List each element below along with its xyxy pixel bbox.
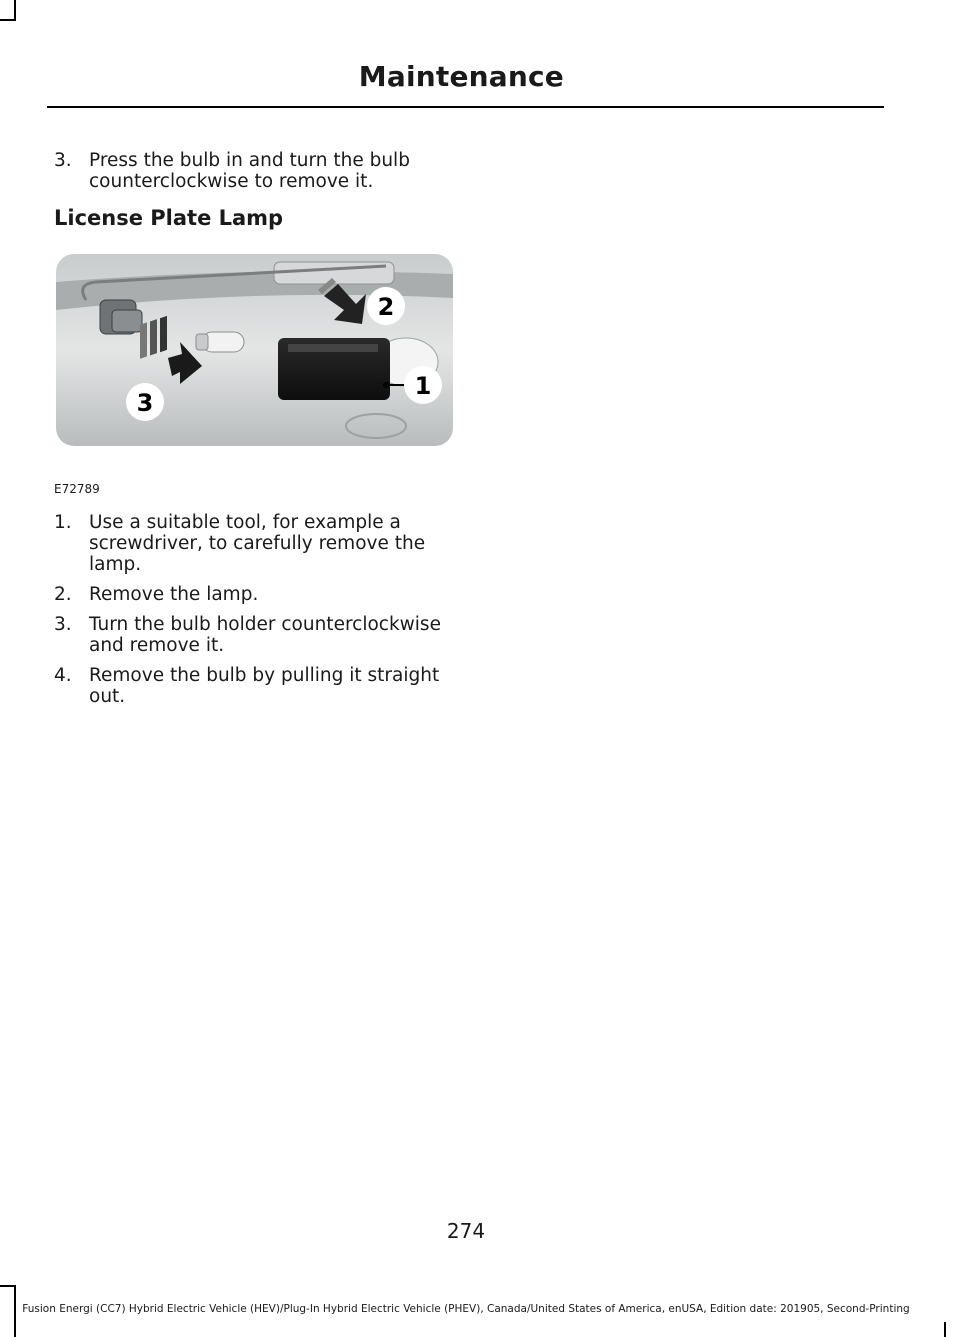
callout-3-label: 3	[136, 389, 154, 417]
step-text: Turn the bulb holder counterclockwise and remove it.	[89, 614, 441, 656]
crop-mark-bottom-left-h	[0, 1285, 16, 1287]
intro-step-list	[54, 150, 454, 192]
step-text: Remove the bulb by pulling it straight out.	[89, 665, 440, 707]
step-number: 3.	[54, 150, 72, 171]
callout-3	[126, 383, 164, 421]
list-item	[54, 150, 454, 192]
callout-1-label: 1	[414, 372, 432, 400]
page-number: 274	[446, 1219, 486, 1243]
license-plate-lamp-illustration	[56, 254, 453, 446]
step-text: Remove the lamp.	[89, 584, 259, 605]
step-number: 1.	[54, 512, 72, 533]
step-number: 4.	[54, 665, 72, 686]
list-item	[54, 665, 454, 707]
list-item	[54, 584, 454, 605]
footer-text: Fusion Energi (CC7) Hybrid Electric Vehicle (HEV)/Plug-In Hybrid Electric Vehicle (PHEV), Canada/United States of America, enUSA, Edition date: 201905, Second-Printing	[22, 1303, 910, 1315]
section-heading: License Plate Lamp	[54, 206, 284, 230]
page-title	[0, 60, 882, 93]
list-item	[54, 512, 454, 575]
header-rule	[47, 106, 884, 108]
illustration-svg	[56, 254, 453, 446]
step-text: Use a suitable tool, for example a screwdriver, to carefully remove the lamp.	[89, 512, 426, 575]
list-item	[54, 614, 454, 656]
figure-code: E72789	[54, 482, 100, 496]
callout-1-dot	[383, 382, 389, 388]
callout-2-label: 2	[377, 293, 395, 321]
crop-mark-bottom-right-v	[944, 1322, 946, 1337]
crop-mark-top-left-v	[14, 0, 16, 20]
bulb-holder	[100, 300, 142, 334]
step-number: 3.	[54, 614, 72, 635]
step-number: 2.	[54, 584, 72, 605]
callout-1	[404, 366, 442, 404]
crop-mark-top-left-h	[0, 19, 16, 21]
callout-2	[367, 287, 405, 325]
step-list	[54, 512, 454, 716]
step-text: Press the bulb in and turn the bulb counterclockwise to remove it.	[89, 150, 410, 192]
page-title-text: Maintenance	[358, 60, 564, 93]
bulb	[196, 332, 244, 352]
